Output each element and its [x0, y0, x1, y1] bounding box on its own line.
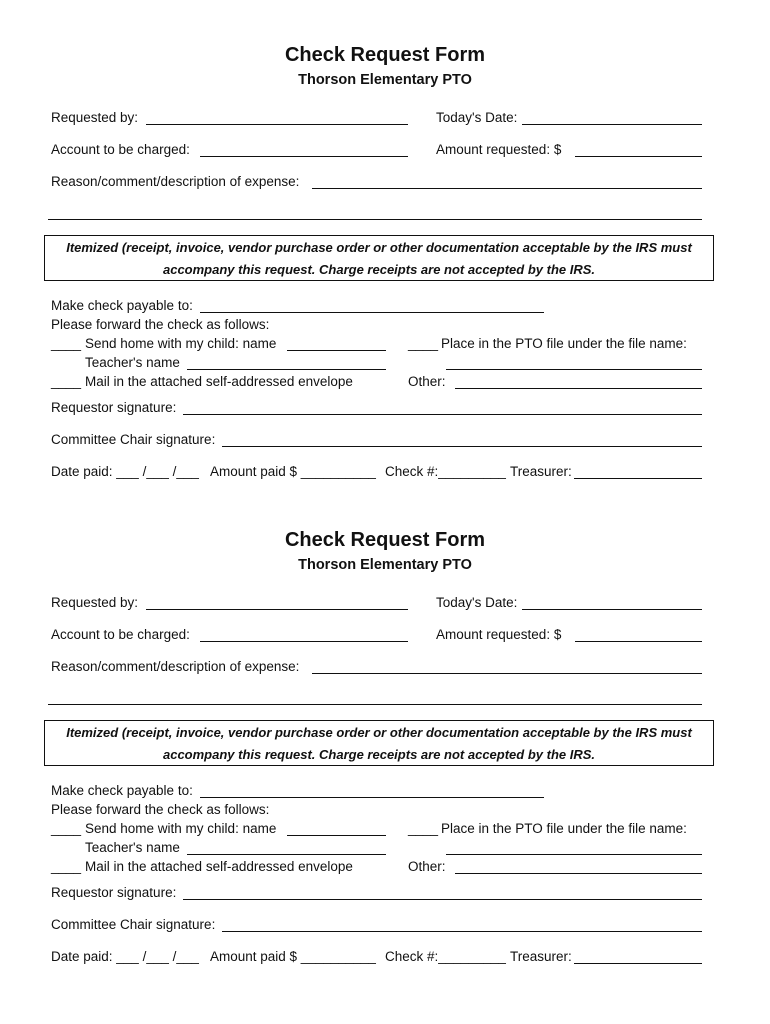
pto-file-name-field[interactable] — [446, 854, 702, 855]
reason-field[interactable] — [312, 188, 702, 189]
requestor-signature-field[interactable] — [183, 414, 702, 415]
mail-label: Mail in the attached self-addressed envelope — [85, 859, 353, 874]
form-title: Check Request Form — [284, 44, 486, 66]
form-subtitle: Thorson Elementary PTO — [298, 557, 472, 573]
other-label: Other: — [408, 374, 446, 389]
requested-by-label: Requested by: — [51, 595, 139, 610]
amount-requested-field[interactable] — [575, 641, 702, 642]
irs-notice-line-2: accompany this request. Charge receipts are not accepted by the IRS. — [162, 747, 596, 762]
send-home-checkbox[interactable]: ____ — [51, 336, 82, 351]
account-charged-label: Account to be charged: — [51, 142, 190, 157]
treasurer-label: Treasurer: — [510, 949, 572, 964]
reason-label: Reason/comment/description of expense: — [51, 659, 300, 674]
treasurer-field[interactable] — [574, 478, 702, 479]
check-number-field[interactable]: Check #:_________ — [385, 464, 506, 479]
amount-requested-field[interactable] — [575, 156, 702, 157]
mail-label: Mail in the attached self-addressed envelope — [85, 374, 353, 389]
requested-by-label: Requested by: — [51, 110, 139, 125]
forward-instructions: Please forward the check as follows: — [51, 802, 270, 817]
irs-notice-box — [44, 235, 714, 281]
amount-paid-field[interactable]: Amount paid $ __________ — [210, 949, 376, 964]
mail-checkbox[interactable]: ____ — [51, 374, 82, 389]
requested-by-field[interactable] — [146, 609, 408, 610]
amount-paid-field[interactable]: Amount paid $ __________ — [210, 464, 376, 479]
todays-date-label: Today's Date: — [436, 110, 518, 125]
send-home-checkbox[interactable]: ____ — [51, 821, 82, 836]
reason-label: Reason/comment/description of expense: — [51, 174, 300, 189]
other-field[interactable] — [455, 388, 702, 389]
teacher-name-label: Teacher's name — [85, 840, 180, 855]
pto-file-checkbox[interactable]: ____ — [408, 336, 439, 351]
amount-requested-label: Amount requested: $ — [436, 142, 562, 157]
committee-signature-label: Committee Chair signature: — [51, 917, 216, 932]
committee-signature-label: Committee Chair signature: — [51, 432, 216, 447]
teacher-name-field[interactable] — [187, 854, 386, 855]
irs-notice-line-2: accompany this request. Charge receipts are not accepted by the IRS. — [162, 262, 596, 277]
child-name-field[interactable] — [287, 835, 386, 836]
form-subtitle: Thorson Elementary PTO — [298, 72, 472, 88]
pto-file-label: Place in the PTO file under the file name: — [441, 336, 687, 351]
requested-by-field[interactable] — [146, 124, 408, 125]
irs-notice-box — [44, 720, 714, 766]
reason-field-line-2[interactable] — [48, 219, 702, 220]
payable-to-field[interactable] — [200, 312, 544, 313]
other-field[interactable] — [455, 873, 702, 874]
check-number-field[interactable]: Check #:_________ — [385, 949, 506, 964]
requestor-signature-label: Requestor signature: — [51, 885, 177, 900]
committee-signature-field[interactable] — [222, 931, 702, 932]
payable-to-label: Make check payable to: — [51, 783, 193, 798]
irs-notice-line-1: Itemized (receipt, invoice, vendor purchase order or other documentation acceptable by the IRS must — [66, 725, 692, 740]
account-charged-field[interactable] — [200, 156, 408, 157]
teacher-name-label: Teacher's name — [85, 355, 180, 370]
date-paid-field[interactable]: Date paid: ___ /___ /___ — [51, 464, 199, 479]
account-charged-label: Account to be charged: — [51, 627, 190, 642]
pto-file-label: Place in the PTO file under the file name: — [441, 821, 687, 836]
check-request-form — [0, 485, 770, 970]
reason-field-line-2[interactable] — [48, 704, 702, 705]
committee-signature-field[interactable] — [222, 446, 702, 447]
payable-to-label: Make check payable to: — [51, 298, 193, 313]
account-charged-field[interactable] — [200, 641, 408, 642]
form-title: Check Request Form — [284, 529, 486, 551]
reason-field[interactable] — [312, 673, 702, 674]
treasurer-label: Treasurer: — [510, 464, 572, 479]
child-name-field[interactable] — [287, 350, 386, 351]
todays-date-field[interactable] — [522, 124, 702, 125]
todays-date-label: Today's Date: — [436, 595, 518, 610]
pto-file-checkbox[interactable]: ____ — [408, 821, 439, 836]
requestor-signature-label: Requestor signature: — [51, 400, 177, 415]
send-home-label: Send home with my child: name — [85, 336, 277, 351]
forward-instructions: Please forward the check as follows: — [51, 317, 270, 332]
send-home-label: Send home with my child: name — [85, 821, 277, 836]
irs-notice-line-1: Itemized (receipt, invoice, vendor purchase order or other documentation acceptable by the IRS must — [66, 240, 692, 255]
requestor-signature-field[interactable] — [183, 899, 702, 900]
amount-requested-label: Amount requested: $ — [436, 627, 562, 642]
payable-to-field[interactable] — [200, 797, 544, 798]
todays-date-field[interactable] — [522, 609, 702, 610]
check-request-form — [0, 0, 770, 485]
mail-checkbox[interactable]: ____ — [51, 859, 82, 874]
teacher-name-field[interactable] — [187, 369, 386, 370]
other-label: Other: — [408, 859, 446, 874]
pto-file-name-field[interactable] — [446, 369, 702, 370]
treasurer-field[interactable] — [574, 963, 702, 964]
date-paid-field[interactable]: Date paid: ___ /___ /___ — [51, 949, 199, 964]
